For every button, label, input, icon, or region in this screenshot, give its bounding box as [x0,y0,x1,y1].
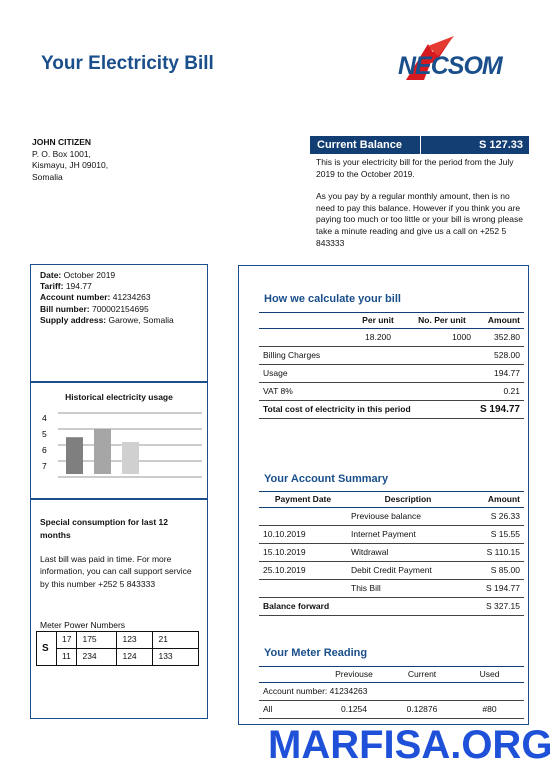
table-cell: 15.10.2019 [259,544,347,562]
table-cell: 175 [77,632,117,649]
table-cell: 528.00 [475,347,524,365]
table-cell: 17 [57,632,77,649]
table-cell: S 194.77 [469,580,524,598]
table-cell: S 26.33 [469,508,524,526]
total-amount: S 194.77 [475,401,524,419]
table-cell: 25.10.2019 [259,562,347,580]
calc-section-title: How we calculate your bill [264,293,401,305]
col-header: Per unit [347,313,409,329]
meter-label: S [37,632,57,666]
table-cell: 133 [153,649,199,666]
table-cell: 234 [77,649,117,666]
watermark: MARFISA.ORG [268,723,553,767]
table-row [259,329,524,347]
col-header: Current [389,667,455,683]
table-cell: S 15.55 [469,526,524,544]
y-tick-label: 5 [42,429,47,439]
table-cell [259,580,347,598]
balance-forward-row [259,598,524,616]
col-header: Amount [469,492,524,508]
y-tick-label: 6 [42,445,47,455]
table-cell: Debit Credit Payment [347,562,469,580]
table-cell: VAT 8% [259,383,475,401]
table-cell: 0.1254 [319,701,389,719]
table-cell: 10.10.2019 [259,526,347,544]
table-cell: All [259,701,319,719]
col-header: Amount [475,313,524,329]
table-header-row [259,667,524,683]
table-cell: 18.200 [347,329,409,347]
meter-account-row: Account number: 41234263 [259,683,524,701]
table-cell: 21 [153,632,199,649]
table-cell: 352.80 [475,329,524,347]
table-cell: Witdrawal [347,544,469,562]
table-row [259,526,524,544]
address-line: Somalia [32,171,63,182]
table-cell: 123 [117,632,153,649]
chart-bar [122,442,139,474]
y-tick-label: 4 [42,413,47,423]
current-balance-amount: S 127.33 [478,139,523,151]
total-row [259,401,524,419]
table-cell [259,508,347,526]
chart-bar [94,429,111,474]
table-cell: 11 [57,649,77,666]
address-line: Kismayu, JH 09010, [32,160,109,170]
table-cell: S 85.00 [469,562,524,580]
table-cell: Usage [259,365,475,383]
table-cell: S 110.15 [469,544,524,562]
col-header: No. Per unit [409,313,475,329]
bill-info: Date: October 2019 Tariff: 194.77 Account number: 41234263 Bill number: 700002154695 Supply address: Garowe, Somalia [40,270,174,325]
current-balance-bar [310,136,529,154]
account-summary-title: Your Account Summary [264,473,389,485]
table-row [259,562,524,580]
table-row [259,580,524,598]
bill-number: 700002154695 [91,303,149,314]
special-consumption-heading: Special consumption for last 12 months [40,517,169,540]
special-consumption-text: Last bill was paid in time. For more information, you can call support service by this number +252 5 843333 [40,554,192,589]
meter-reading-table [259,666,524,719]
total-label: Total cost of electricity in this period [259,401,475,419]
chart-title: Historical electricity usage [65,392,173,402]
table-cell: #80 [455,701,524,719]
calc-table [259,312,524,419]
table-row [37,649,199,666]
table-row [259,701,524,719]
chart-bar [66,437,83,474]
table-header-row [259,313,524,329]
tariff: 194.77 [65,281,92,292]
account-number: 41234263 [112,292,151,303]
table-row [259,683,524,701]
table-row [259,365,524,383]
table-cell: Billing Charges [259,347,475,365]
table-header-row [259,492,524,508]
col-header: Payment Date [259,492,347,508]
table-row [259,508,524,526]
account-summary-table [259,491,524,616]
meter-caption: Meter Power Numbers [40,620,126,630]
balance-forward-label: Balance forward [259,598,469,616]
col-header: Previouse [319,667,389,683]
address-line: P. O. Box 1001, [32,148,91,159]
page-title: Your Electricity Bill [41,53,214,74]
table-cell: 124 [117,649,153,666]
balance-paragraph-1: This is your electricity bill for the period from the July 2019 to the October 2019. [316,157,514,179]
col-header: Description [347,492,469,508]
col-header: Used [455,667,524,683]
supply-address: Garowe, Somalia [108,314,174,325]
table-cell: 0.21 [475,383,524,401]
y-tick-label: 7 [42,461,47,471]
table-row [259,383,524,401]
table-cell: Internet Payment [347,526,469,544]
table-row [37,632,199,649]
customer-name: JOHN CITIZEN [32,137,92,147]
table-cell: Previouse balance [347,508,469,526]
table-row [259,544,524,562]
table-cell: This Bill [347,580,469,598]
logo-text: NECSOM [398,52,502,80]
balance-paragraph-2: As you pay by a regular monthly amount, then is no need to pay this balance. However if you think you are paying too much or too little or your bill is wrong please take a minute reading and give us a call on +252 5 843333 [316,191,523,248]
bill-date: October 2019 [63,270,116,280]
table-row [259,347,524,365]
balance-forward-amount: S 327.15 [469,598,524,616]
table-cell: 1000 [409,329,475,347]
meter-power-table [36,631,199,666]
meter-reading-title: Your Meter Reading [264,647,368,659]
table-cell: 0.12876 [389,701,455,719]
table-cell: 194.77 [475,365,524,383]
usage-chart [30,382,208,499]
current-balance-label: Current Balance [317,139,402,151]
customer-address [32,137,108,183]
balance-explanation [316,157,528,260]
